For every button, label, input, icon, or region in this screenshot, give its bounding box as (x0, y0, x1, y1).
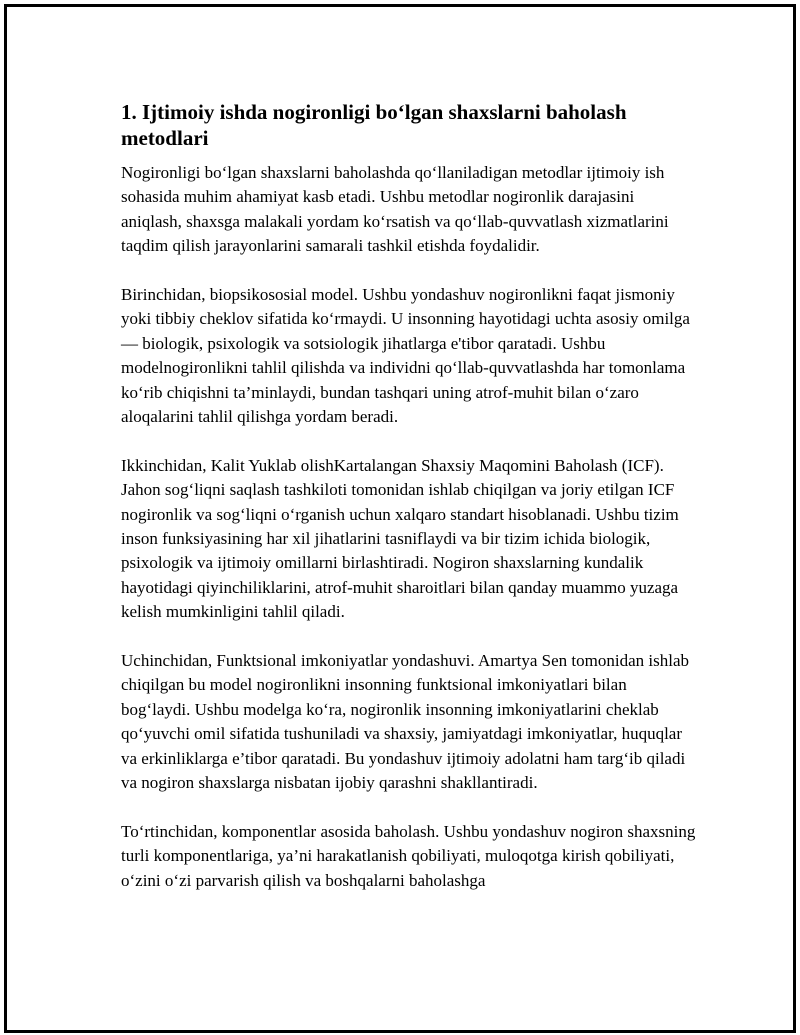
paragraph-icf: Ikkinchidan, Kalit Yuklab olishKartalangan Shaxsiy Maqomini Baholash (ICF). Jahon sog‘liqni saqlash tashkiloti tomonidan ishlab chiqilgan va joriy etilgan ICF nogironlik va sog‘liqni o‘rganish uchun xalqaro standart hisoblanadi. Ushbu tizim inson funksiyasining har xil jihatlarini tasniflaydi va bir tizim ichida biologik, psixologik va ijtimoiy omillarni birlashtiradi. Nogiron shaxslarning kundalik hayotidagi qiyinchiliklarini, atrof-muhit sharoitlari bilan qanday muammo yuzaga kelish mumkinligini tahlil qiladi. (121, 455, 679, 622)
paragraph-intro: Nogironligi bo‘lgan shaxslarni baholashda qo‘llaniladigan metodlar ijtimoiy ish sohasida muhim ahamiyat kasb etadi. Ushbu metodlar nogironlik darajasini aniqlash, shaxsga malakali yordam ko‘rsatish va qo‘llab-quvvatlash xizmatlarini taqdim qilish jarayonlarini samarali tashkil etishda foydalidir. (121, 163, 669, 256)
document-body (121, 99, 696, 918)
section-title: 1. Ijtimoiy ishda nogironligi bo‘lgan shaxslarni baholash metodlari (121, 100, 627, 150)
paragraph-capability-approach: Uchinchidan, Funktsional imkoniyatlar yondashuvi. Amartya Sen tomonidan ishlab chiqilgan bu model nogironlikni insonning funktsional imkoniyatlari bilan bog‘laydi. Ushbu modelga ko‘ra, nogironlik insonning imkoniyatlarini cheklab qo‘yuvchi omil sifatida tushuniladi va shaxsiy, jamiyatdagi imkoniyatlar, huquqlar va erkinliklarga e’tibor qaratadi. Bu yondashuv ijtimoiy adolatni ham targ‘ib qiladi va nogiron shaxslarga nisbatan ijobiy qarashni shakllantiradi. (121, 651, 690, 793)
paragraph-biopsychosocial-model: Birinchidan, biopsikososial model. Ushbu yondashuv nogironlikni faqat jismoniy yoki tibbiy cheklov sifatida ko‘rmaydi. U insonning hayotidagi uchta asosiy omilga — biologik, psixologik va sotsiologik jihatlarga e'tibor qaratadi. Ushbu modelnogironlikni tahlil qilishda va individni qo‘llab-quvvatlashda har tomonlama ko‘rib chiqishni ta’minlaydi, bundan tashqari uning atrof-muhit bilan o‘zaro aloqalarini tahlil qilishga yordam beradi. (121, 285, 690, 427)
page-frame (4, 4, 796, 1033)
paragraph-component-assessment: To‘rtinchidan, komponentlar asosida baholash. Ushbu yondashuv nogiron shaxsning turli komponentlariga, ya’ni harakatlanish qobiliyati, muloqotga kirish qobiliyati, o‘zini o‘zi parvarish qilish va boshqalarni baholashga (121, 821, 696, 890)
